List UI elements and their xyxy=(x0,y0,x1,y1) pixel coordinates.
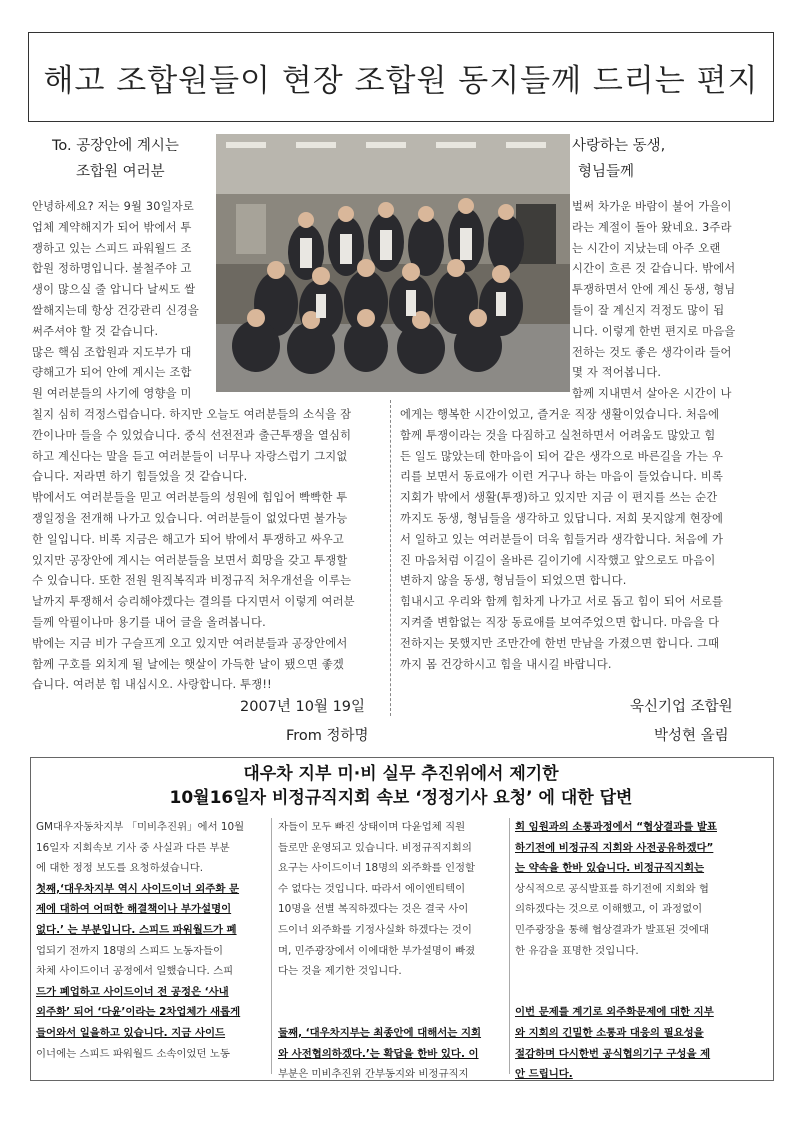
text-line: 까지 몸 건강하시고 힘을 내시길 바랍니다. xyxy=(400,657,612,671)
notice-text-line: 와 지회의 긴밀한 소통과 대응의 필요성을 xyxy=(515,1026,704,1039)
notice-text-line: 와 사전협의하겠다.’는 확답을 한바 있다. 이 xyxy=(278,1047,479,1060)
notice-text-line: 들어와서 일을하고 있습니다. 지금 사이드 xyxy=(36,1026,226,1039)
letter2-salutation-line1: 사랑하는 동생, xyxy=(572,138,666,154)
text-line: 쟁일정을 전개해 나가고 있습니다. 여러분들이 없었다면 불가능 xyxy=(32,511,348,525)
letter1-intro xyxy=(32,197,210,405)
letter2-body xyxy=(400,405,772,675)
text-line: 에게는 행복한 시간이었고, 즐거운 직장 생활이었습니다. 처음에 xyxy=(400,408,720,421)
text-line: 서 일하고 있는 여러분들이 더욱 힘들거라 생각합니다. 처음에 가 xyxy=(400,532,724,546)
notice-text-line: 상식적으로 공식발표를 하기전에 지회와 협 xyxy=(515,882,709,895)
notice-text-line: 자들이 모두 빠진 상태이며 다윤업체 직원 xyxy=(278,821,466,833)
text-line: 변하지 않을 동생, 형님들이 되었으면 합니다. xyxy=(400,574,627,588)
group-photo xyxy=(216,134,570,392)
letter2-company: 욱신기업 조합원 xyxy=(630,699,733,715)
text-line: 량해고가 되어 안에 계시는 조합 xyxy=(32,366,192,380)
notice-text-line: 들로만 운영되고 있습니다. 비정규직지회의 xyxy=(278,841,472,854)
text-line: 생이 많으실 줄 압니다 날씨도 쌀 xyxy=(32,283,196,297)
notice-title-line1: 대우차 지부 미·비 실무 추진위에서 제기한 xyxy=(243,764,559,784)
notice-text-line: 외주화’ 되어 ‘다윤’이라는 2차업체가 새롭게 xyxy=(36,1006,241,1019)
text-line: 칠지 심히 걱정스럽습니다. 하지만 오늘도 여러분들의 소식을 잠 xyxy=(32,408,352,421)
notice-text-line: 둘째, ‘대우차지부는 최종안에 대해서는 지회 xyxy=(278,1026,482,1039)
text-line: 까지도 동생, 형님들을 생각하고 있답니다. 저희 못지않게 현장에 xyxy=(400,511,724,525)
letter1-salutation-line1: To. 공장안에 계시는 xyxy=(52,138,179,154)
notice-text-line: 다는 것을 제기한 것입니다. xyxy=(278,965,402,978)
text-line: 들께 악필이나마 용기를 내어 글을 올려봅니다. xyxy=(32,615,266,629)
notice-title-line2: 10월16일자 비정규직지회 속보 ‘정정기사 요청’ 에 대한 답변 xyxy=(169,788,633,808)
text-line: 는 시간이 지났는데 아주 오랜 xyxy=(572,241,721,255)
text-line: 원 여러분들의 사기에 영향을 미 xyxy=(32,387,192,401)
notice-text-line: GM대우자동차지부 「미비추진위」에서 10월 xyxy=(36,821,245,833)
notice-text-line: 요구는 사이드이너 18명의 외주화를 인정할 xyxy=(278,862,476,875)
notice-text-line xyxy=(278,982,506,1003)
notice-text-line: 민주광장을 통해 협상결과가 발표된 것에대 xyxy=(515,923,709,936)
text-line: 들이 잘 계신지 걱정도 많이 됩 xyxy=(572,303,725,317)
notice-text-line: 는 약속을 한바 있습니다. 비정규직지회는 xyxy=(515,862,705,875)
notice-text-line xyxy=(278,1002,506,1023)
text-line: 니다. 이렇게 한번 편지로 마음을 xyxy=(572,324,736,338)
letter1-from: From 정하명 xyxy=(286,728,369,744)
text-line: 전하지는 못했지만 조만간에 한번 만남을 가졌으면 합니다. 그때 xyxy=(400,636,720,650)
text-line: 리를 보면서 동료애가 이런 거구나 하는 마음이 들었습니다. 비록 xyxy=(400,470,724,484)
letter-title-box xyxy=(28,32,774,122)
column-divider xyxy=(390,400,391,716)
text-line: 함께 지내면서 살아온 시간이 나 xyxy=(572,387,732,401)
text-line: 진 마음처럼 이길이 올바른 길이기에 시작했고 앞으로도 마음이 xyxy=(400,553,716,567)
text-line: 쟁하고 있는 스피드 파워월드 조 xyxy=(32,241,192,255)
notice-text-line: 이너에는 스피드 파워월드 소속이었던 노동 xyxy=(36,1047,230,1060)
text-line: 시간이 흐른 것 같습니다. 밖에서 xyxy=(572,262,736,276)
notice-text-line: 없다.’ 는 부분입니다. 스피드 파워월드가 폐 xyxy=(36,923,237,936)
text-line: 밖에는 지금 비가 구슬프게 오고 있지만 여러분들과 공장안에서 xyxy=(32,636,348,650)
notice-text-line: 16일자 지회속보 기사 중 사실과 다른 부분 xyxy=(36,841,230,854)
page-title: 해고 조합원들이 현장 조합원 동지들께 드리는 편지 xyxy=(43,62,759,99)
text-line: 전하는 것도 좋은 생각이라 들어 xyxy=(572,345,732,359)
text-line: 지회가 밖에서 생활(투쟁)하고 있지만 지금 이 편지를 쓰는 순간 xyxy=(400,491,718,505)
text-line: 벌써 차가운 바람이 불어 가을이 xyxy=(572,200,732,213)
notice-text-line xyxy=(515,982,767,1003)
notice-text-line: 의하겠다는 것으로 이해했고, 이 과정없이 xyxy=(515,903,703,916)
text-line: 합원 정하명입니다. 불철주야 고 xyxy=(32,262,192,276)
notice-text-line: 에 대한 정정 보도를 요청하셨습니다. xyxy=(36,862,204,875)
text-line: 안녕하세요? 저는 9월 30일자로 xyxy=(32,200,194,213)
text-line: 업체 계약해지가 되어 밖에서 투 xyxy=(32,220,192,234)
text-line: 몇 자 적어봅니다. xyxy=(572,366,662,380)
notice-text-line: 회 임원과의 소통과정에서 “협상결과를 발표 xyxy=(515,821,717,833)
text-line: 하고 계신다는 말을 듣고 여러분들이 너무나 자랑스럽기 그지없 xyxy=(32,449,348,463)
notice-column-1 xyxy=(36,817,268,1064)
notice-column-2 xyxy=(278,817,506,1085)
text-line: 지켜줄 변함없는 직장 동료애를 보여주었으면 합니다. 마음을 다 xyxy=(400,615,720,629)
text-line: 함께 투쟁이라는 것을 다짐하고 실천하면서 어려움도 많았고 힘 xyxy=(400,428,716,442)
letter1-body xyxy=(32,405,384,696)
text-line: 힘내시고 우리와 함께 힘차게 나가고 서로 돕고 힘이 되어 서로를 xyxy=(400,595,724,609)
text-line: 써주셔야 할 것 같습니다. xyxy=(32,324,159,338)
notice-text-line: 드이너 외주화를 기정사실화 하겠다는 것이 xyxy=(278,923,472,936)
text-line: 든 일도 많았는데 한마음이 되어 같은 생각으로 바른길을 가는 우 xyxy=(400,449,724,463)
letter2-intro xyxy=(572,197,772,405)
text-line: 습니다. 저라면 하기 힘들었을 것 같습니다. xyxy=(32,470,248,484)
notice-text-line: 제에 대하여 어떠한 해결책이나 부가설명이 xyxy=(36,903,232,916)
letter2-salutation-line2: 형님들께 xyxy=(578,164,635,180)
letter2-signature: 박성현 올림 xyxy=(654,728,729,744)
text-line: 라는 계절이 돌아 왔네요. 3주라 xyxy=(572,220,732,234)
notice-text-line: 이번 문제를 계기로 외주화문제에 대한 지부 xyxy=(515,1006,714,1019)
text-line: 날까지 투쟁해서 승리해야겠다는 결의를 다지면서 이렇게 여러분 xyxy=(32,595,355,609)
notice-text-line: 10명을 선별 복직하겠다는 것은 결국 사이 xyxy=(278,903,469,916)
notice-text-line: 며, 민주광장에서 이에대한 부가설명이 빠졌 xyxy=(278,944,476,957)
notice-text-line: 드가 폐업하고 사이드이너 전 공정은 ‘사내 xyxy=(36,985,229,998)
notice-text-line: 안 드립니다. xyxy=(515,1068,573,1081)
notice-text-line: 차체 사이드이너 공정에서 일했습니다. 스피 xyxy=(36,965,234,978)
notice-text-line: 부분은 미비추진위 간부동지와 비정규직지 xyxy=(278,1068,469,1081)
notice-text-line: 한 유감을 표명한 것입니다. xyxy=(515,944,639,957)
notice-text-line: 첫째,‘대우차지부 역시 사이드이너 외주화 문 xyxy=(36,882,240,895)
letter1-salutation-line2: 조합원 여러분 xyxy=(76,164,165,180)
notice-title xyxy=(30,762,772,810)
notice-column-3 xyxy=(515,817,767,1085)
text-line: 함께 구호를 외치게 될 날에는 햇살이 가득한 날이 됐으면 좋겠 xyxy=(32,657,344,671)
letter1-date: 2007년 10월 19일 xyxy=(240,699,366,715)
notice-column-divider xyxy=(509,818,510,1074)
text-line: 한 일입니다. 비록 지금은 해고가 되어 밖에서 투쟁하고 싸우고 xyxy=(32,532,344,546)
notice-column-divider xyxy=(271,818,272,1074)
text-line: 습니다. 여러분 힘 내십시오. 사랑합니다. 투쟁!! xyxy=(32,678,272,692)
text-line: 투쟁하면서 안에 계신 동생, 형님 xyxy=(572,283,736,297)
notice-text-line: 하기전에 비정규직 지회와 사전공유하겠다” xyxy=(515,841,714,854)
text-line: 수 있습니다. 또한 전원 원직복직과 비정규직 처우개선을 이루는 xyxy=(32,574,352,588)
notice-text-line xyxy=(515,961,767,982)
notice-text-line: 업되기 전까지 18명의 스피드 노동자들이 xyxy=(36,944,224,957)
group-photo-illustration xyxy=(216,134,570,392)
text-line: 쌀해지는데 항상 건강관리 신경을 xyxy=(32,303,199,317)
text-line: 밖에서도 여러분들을 믿고 여러분들의 성원에 힘입어 빡빡한 투 xyxy=(32,491,348,505)
notice-text-line: 수 없다는 것입니다. 따라서 에이엔티텍이 xyxy=(278,882,466,895)
notice-text-line: 절감하며 다시한번 공식협의기구 구성을 제 xyxy=(515,1047,711,1060)
text-line: 있지만 공장안에 계시는 여러분들을 보면서 희망을 갖고 투쟁할 xyxy=(32,553,348,567)
text-line: 깐이나마 들을 수 있었습니다. 중식 선전전과 출근투쟁을 열심히 xyxy=(32,428,352,442)
text-line: 많은 핵심 조합원과 지도부가 대 xyxy=(32,345,192,359)
